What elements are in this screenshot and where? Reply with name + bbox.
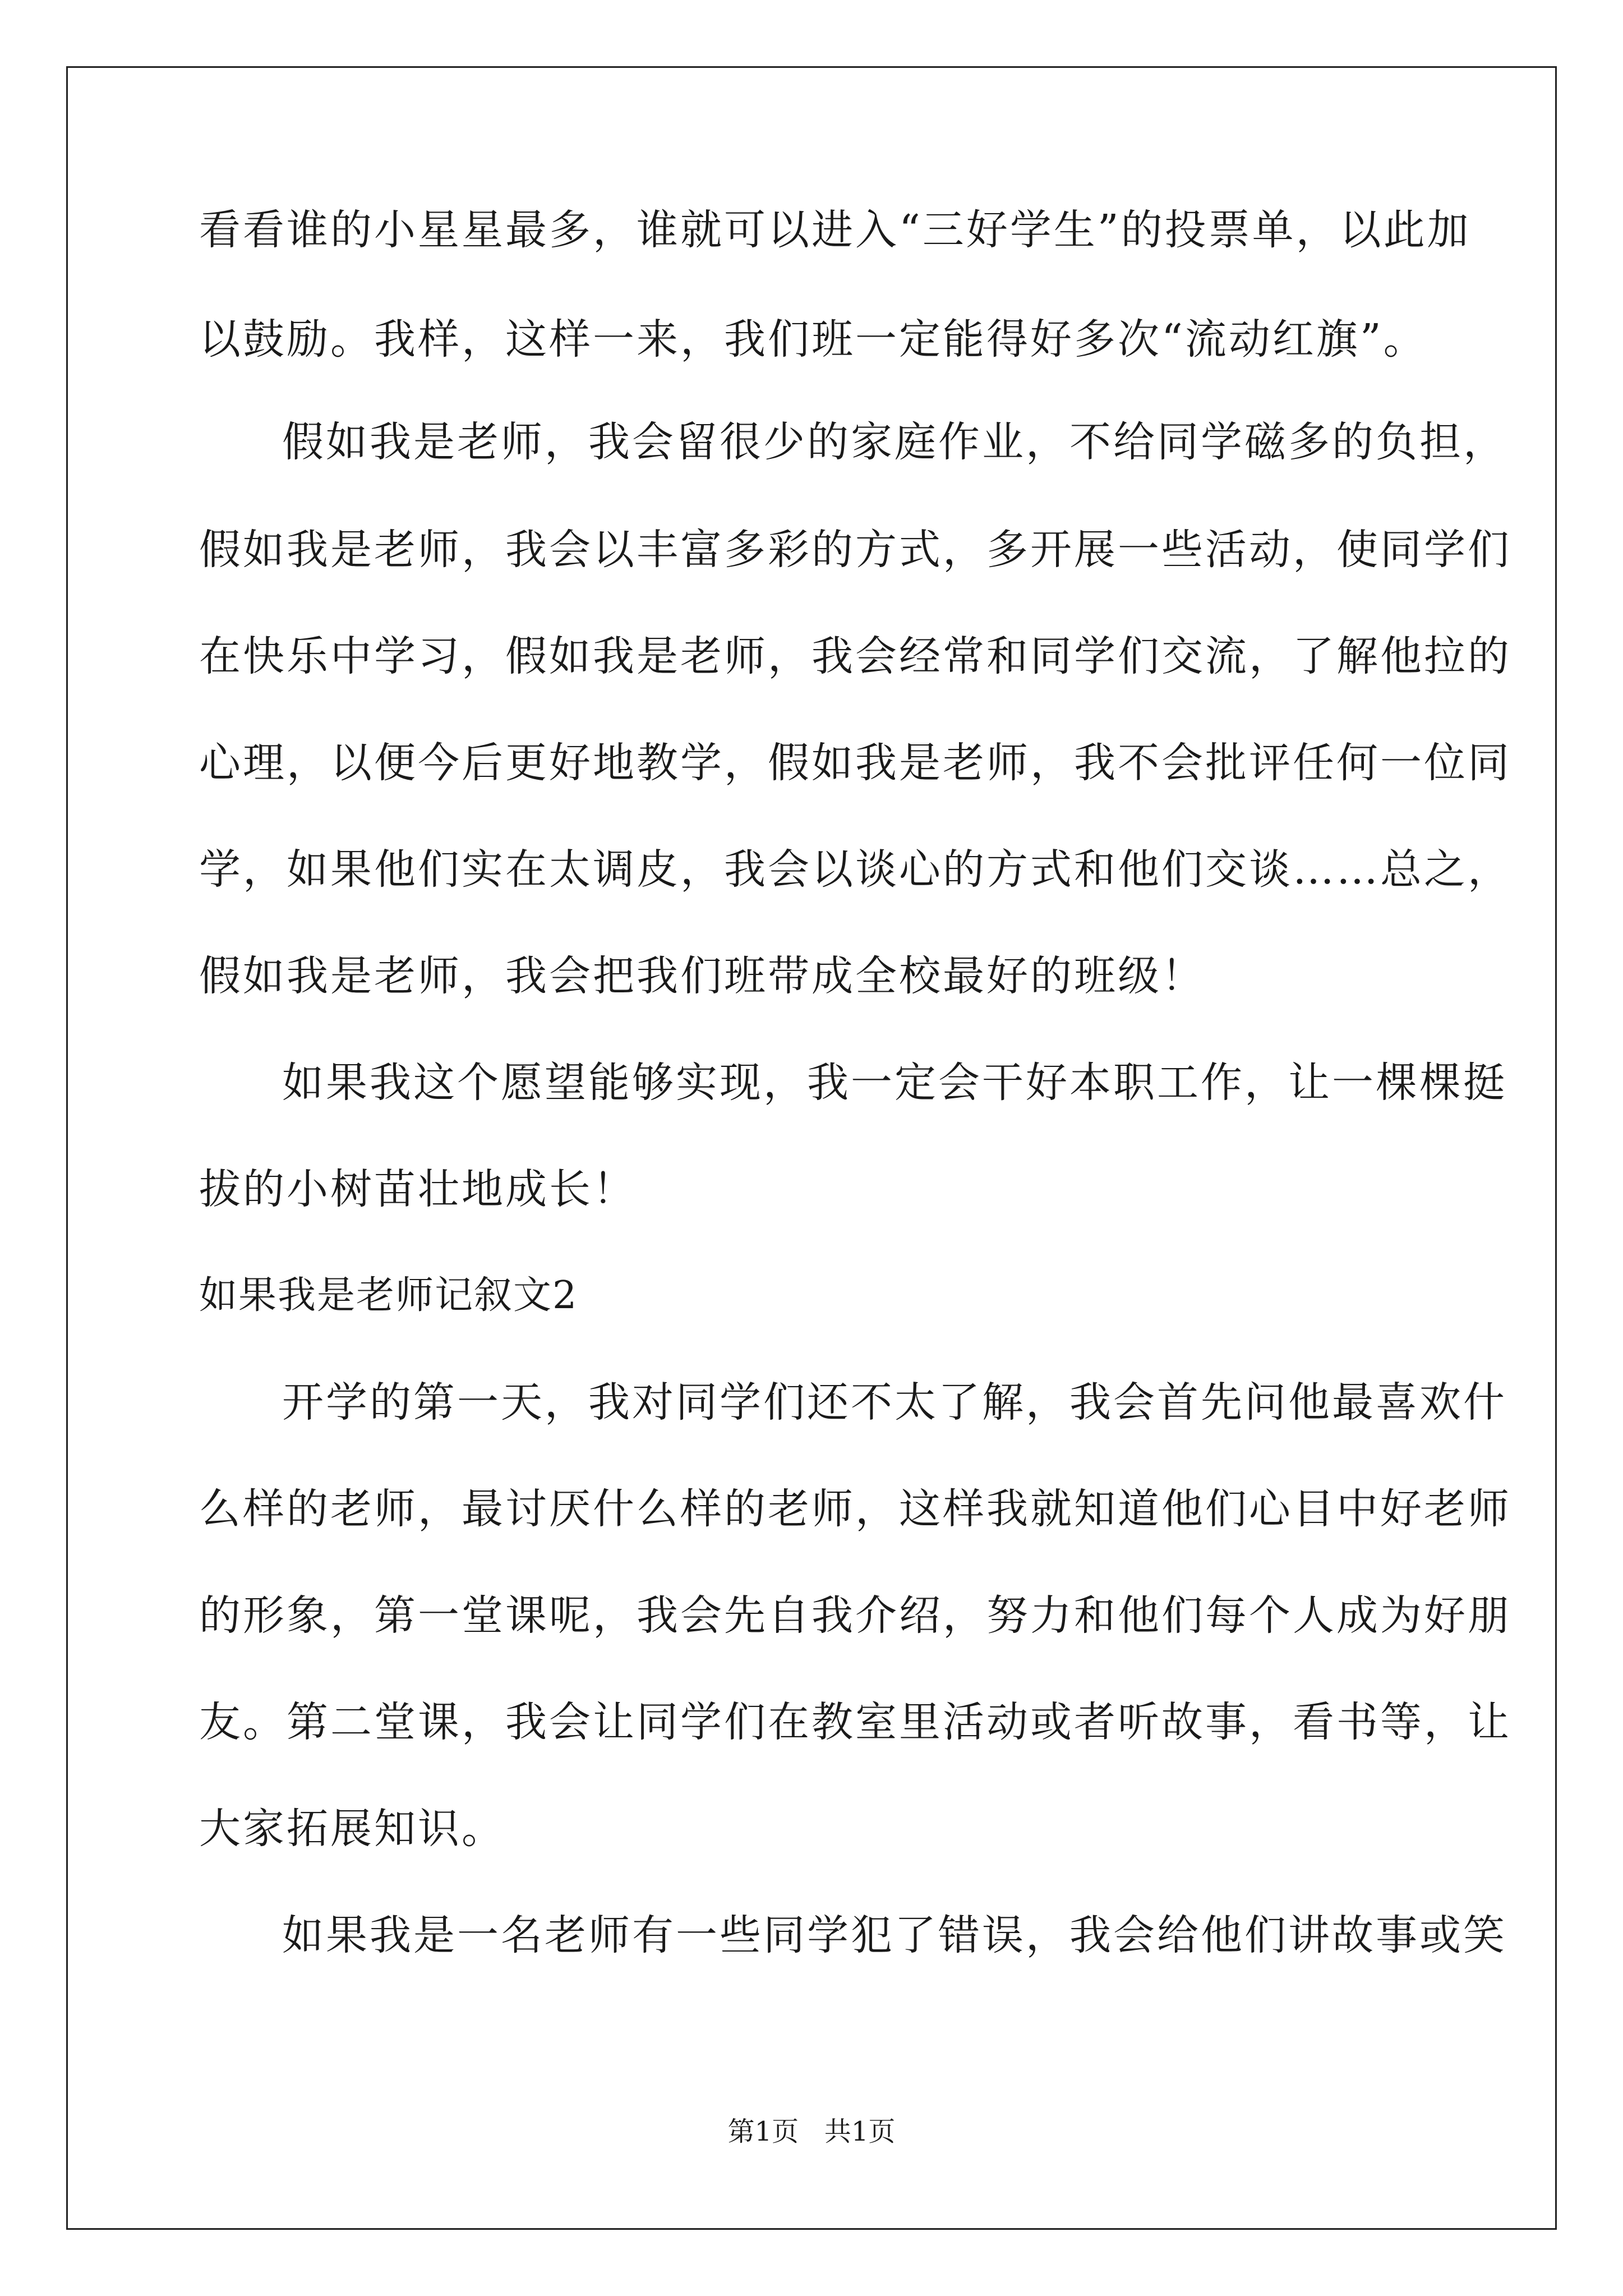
body-line: 看看谁的小星星最多，谁就可以进入“三好学生”的投票单，以此加 (199, 206, 1471, 254)
body-line: 假如我是老师，我会把我们班带成全校最好的班级！ (199, 952, 1205, 1000)
body-line: 拔的小树苗壮地成长！ (199, 1165, 637, 1213)
section-heading: 如果我是老师记叙文2 (199, 1273, 578, 1318)
body-line: 学，如果他们实在太调皮，我会以谈心的方式和他们交谈……总之， (199, 845, 1511, 894)
body-line: 以鼓励。我样，这样一来，我们班一定能得好多次“流动红旗”。 (199, 315, 1427, 364)
paragraph-first-line: 如果我这个愿望能够实现，我一定会干好本职工作，让一棵棵挺 (282, 1059, 1507, 1107)
body-line: 友。第二堂课，我会让同学们在教室里活动或者听故事，看书等，让 (199, 1698, 1511, 1746)
page-footer: 第1页 共1页 (727, 2116, 896, 2147)
body-line: 大家拓展知识。 (199, 1805, 505, 1853)
body-line: 心理，以便今后更好地教学，假如我是老师，我不会批评任何一位同 (199, 739, 1511, 787)
body-line: 假如我是老师，我会以丰富多彩的方式，多开展一些活动，使同学们 (199, 526, 1511, 574)
paragraph-first-line: 如果我是一名老师有一些同学犯了错误，我会给他们讲故事或笑 (282, 1911, 1507, 1959)
body-line: 在快乐中学习，假如我是老师，我会经常和同学们交流，了解他拉的 (199, 632, 1511, 680)
body-line: 么样的老师，最讨厌什么样的老师，这样我就知道他们心目中好老师 (199, 1485, 1511, 1533)
paragraph-first-line: 开学的第一天，我对同学们还不太了解，我会首先问他最喜欢什 (282, 1378, 1507, 1427)
paragraph-first-line: 假如我是老师，我会留很少的家庭作业，不给同学磁多的负担， (282, 418, 1507, 466)
body-line: 的形象，第一堂课呢，我会先自我介绍，努力和他们每个人成为好朋 (199, 1591, 1511, 1640)
